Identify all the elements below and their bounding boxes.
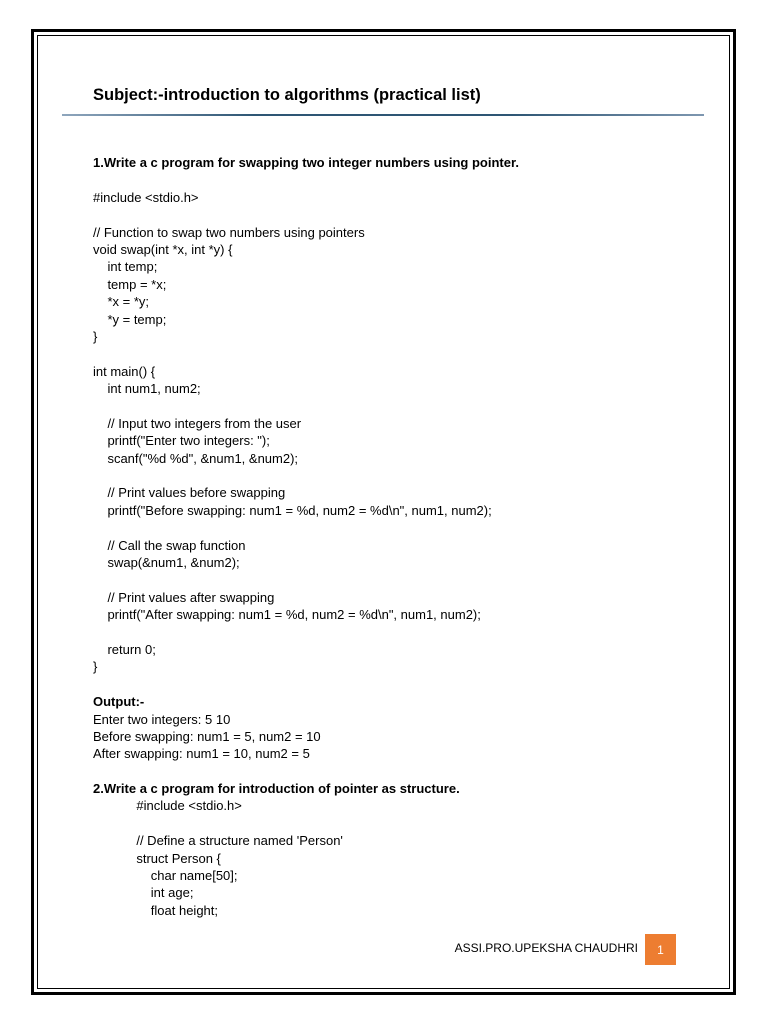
text-line: // Function to swap two numbers using pointers bbox=[93, 224, 365, 240]
text-line: #include <stdio.h> bbox=[93, 798, 242, 814]
section-heading: 1.Write a c program for swapping two integer numbers using pointer. bbox=[93, 155, 519, 170]
blank-line bbox=[93, 397, 713, 414]
subject-heading: Subject:-introduction to algorithms (practical list) bbox=[93, 86, 481, 104]
blank-line bbox=[93, 624, 713, 641]
section-heading: 2.Write a c program for introduction of pointer as structure. bbox=[93, 781, 460, 797]
section-heading: Output:- bbox=[93, 694, 145, 710]
text-line: scanf("%d %d", &num1, &num2); bbox=[93, 450, 299, 466]
text-line: Enter two integers: 5 10 bbox=[93, 711, 231, 727]
text-line: int num1, num2; bbox=[93, 381, 201, 397]
text-line: #include <stdio.h> bbox=[93, 189, 199, 205]
blank-line bbox=[93, 519, 713, 536]
text-line: printf("Enter two integers: "); bbox=[93, 433, 270, 449]
blank-line bbox=[93, 171, 713, 188]
text-line: } bbox=[93, 328, 98, 344]
text-line: return 0; bbox=[93, 641, 156, 657]
text-line: // Input two integers from the user bbox=[93, 415, 302, 431]
text-line: temp = *x; bbox=[93, 276, 167, 292]
text-line: printf("After swapping: num1 = %d, num2 = %d\n", num1, num2); bbox=[93, 607, 481, 623]
blank-line bbox=[93, 815, 713, 832]
text-line: int age; bbox=[93, 885, 194, 901]
blank-line bbox=[93, 676, 713, 693]
text-line: } bbox=[93, 659, 98, 675]
text-line: int temp; bbox=[93, 259, 158, 275]
text-line: *y = temp; bbox=[93, 311, 167, 327]
text-line: Before swapping: num1 = 5, num2 = 10 bbox=[93, 728, 321, 744]
text-line: swap(&num1, &num2); bbox=[93, 554, 240, 570]
text-line: printf("Before swapping: num1 = %d, num2 = %d\n", num1, num2); bbox=[93, 502, 492, 518]
blank-line bbox=[93, 571, 713, 588]
text-line: // Define a structure named 'Person' bbox=[93, 833, 343, 849]
text-line: void swap(int *x, int *y) { bbox=[93, 241, 233, 257]
text-line: struct Person { bbox=[93, 850, 221, 866]
text-line: // Print values before swapping bbox=[93, 485, 286, 501]
text-line: // Print values after swapping bbox=[93, 589, 275, 605]
blank-line bbox=[93, 763, 713, 780]
text-line: *x = *y; bbox=[93, 294, 149, 310]
footer-author: ASSI.PRO.UPEKSHA CHAUDHRI bbox=[454, 941, 638, 955]
text-line: float height; bbox=[93, 902, 219, 918]
page-number-badge: 1 bbox=[645, 934, 676, 965]
heading-divider bbox=[62, 114, 704, 116]
text-line: char name[50]; bbox=[93, 868, 238, 884]
text-line: int main() { bbox=[93, 363, 156, 379]
text-line: After swapping: num1 = 10, num2 = 5 bbox=[93, 746, 310, 762]
blank-line bbox=[93, 467, 713, 484]
document-body bbox=[93, 154, 713, 919]
blank-line bbox=[93, 206, 713, 223]
text-line: // Call the swap function bbox=[93, 537, 246, 553]
blank-line bbox=[93, 345, 713, 362]
